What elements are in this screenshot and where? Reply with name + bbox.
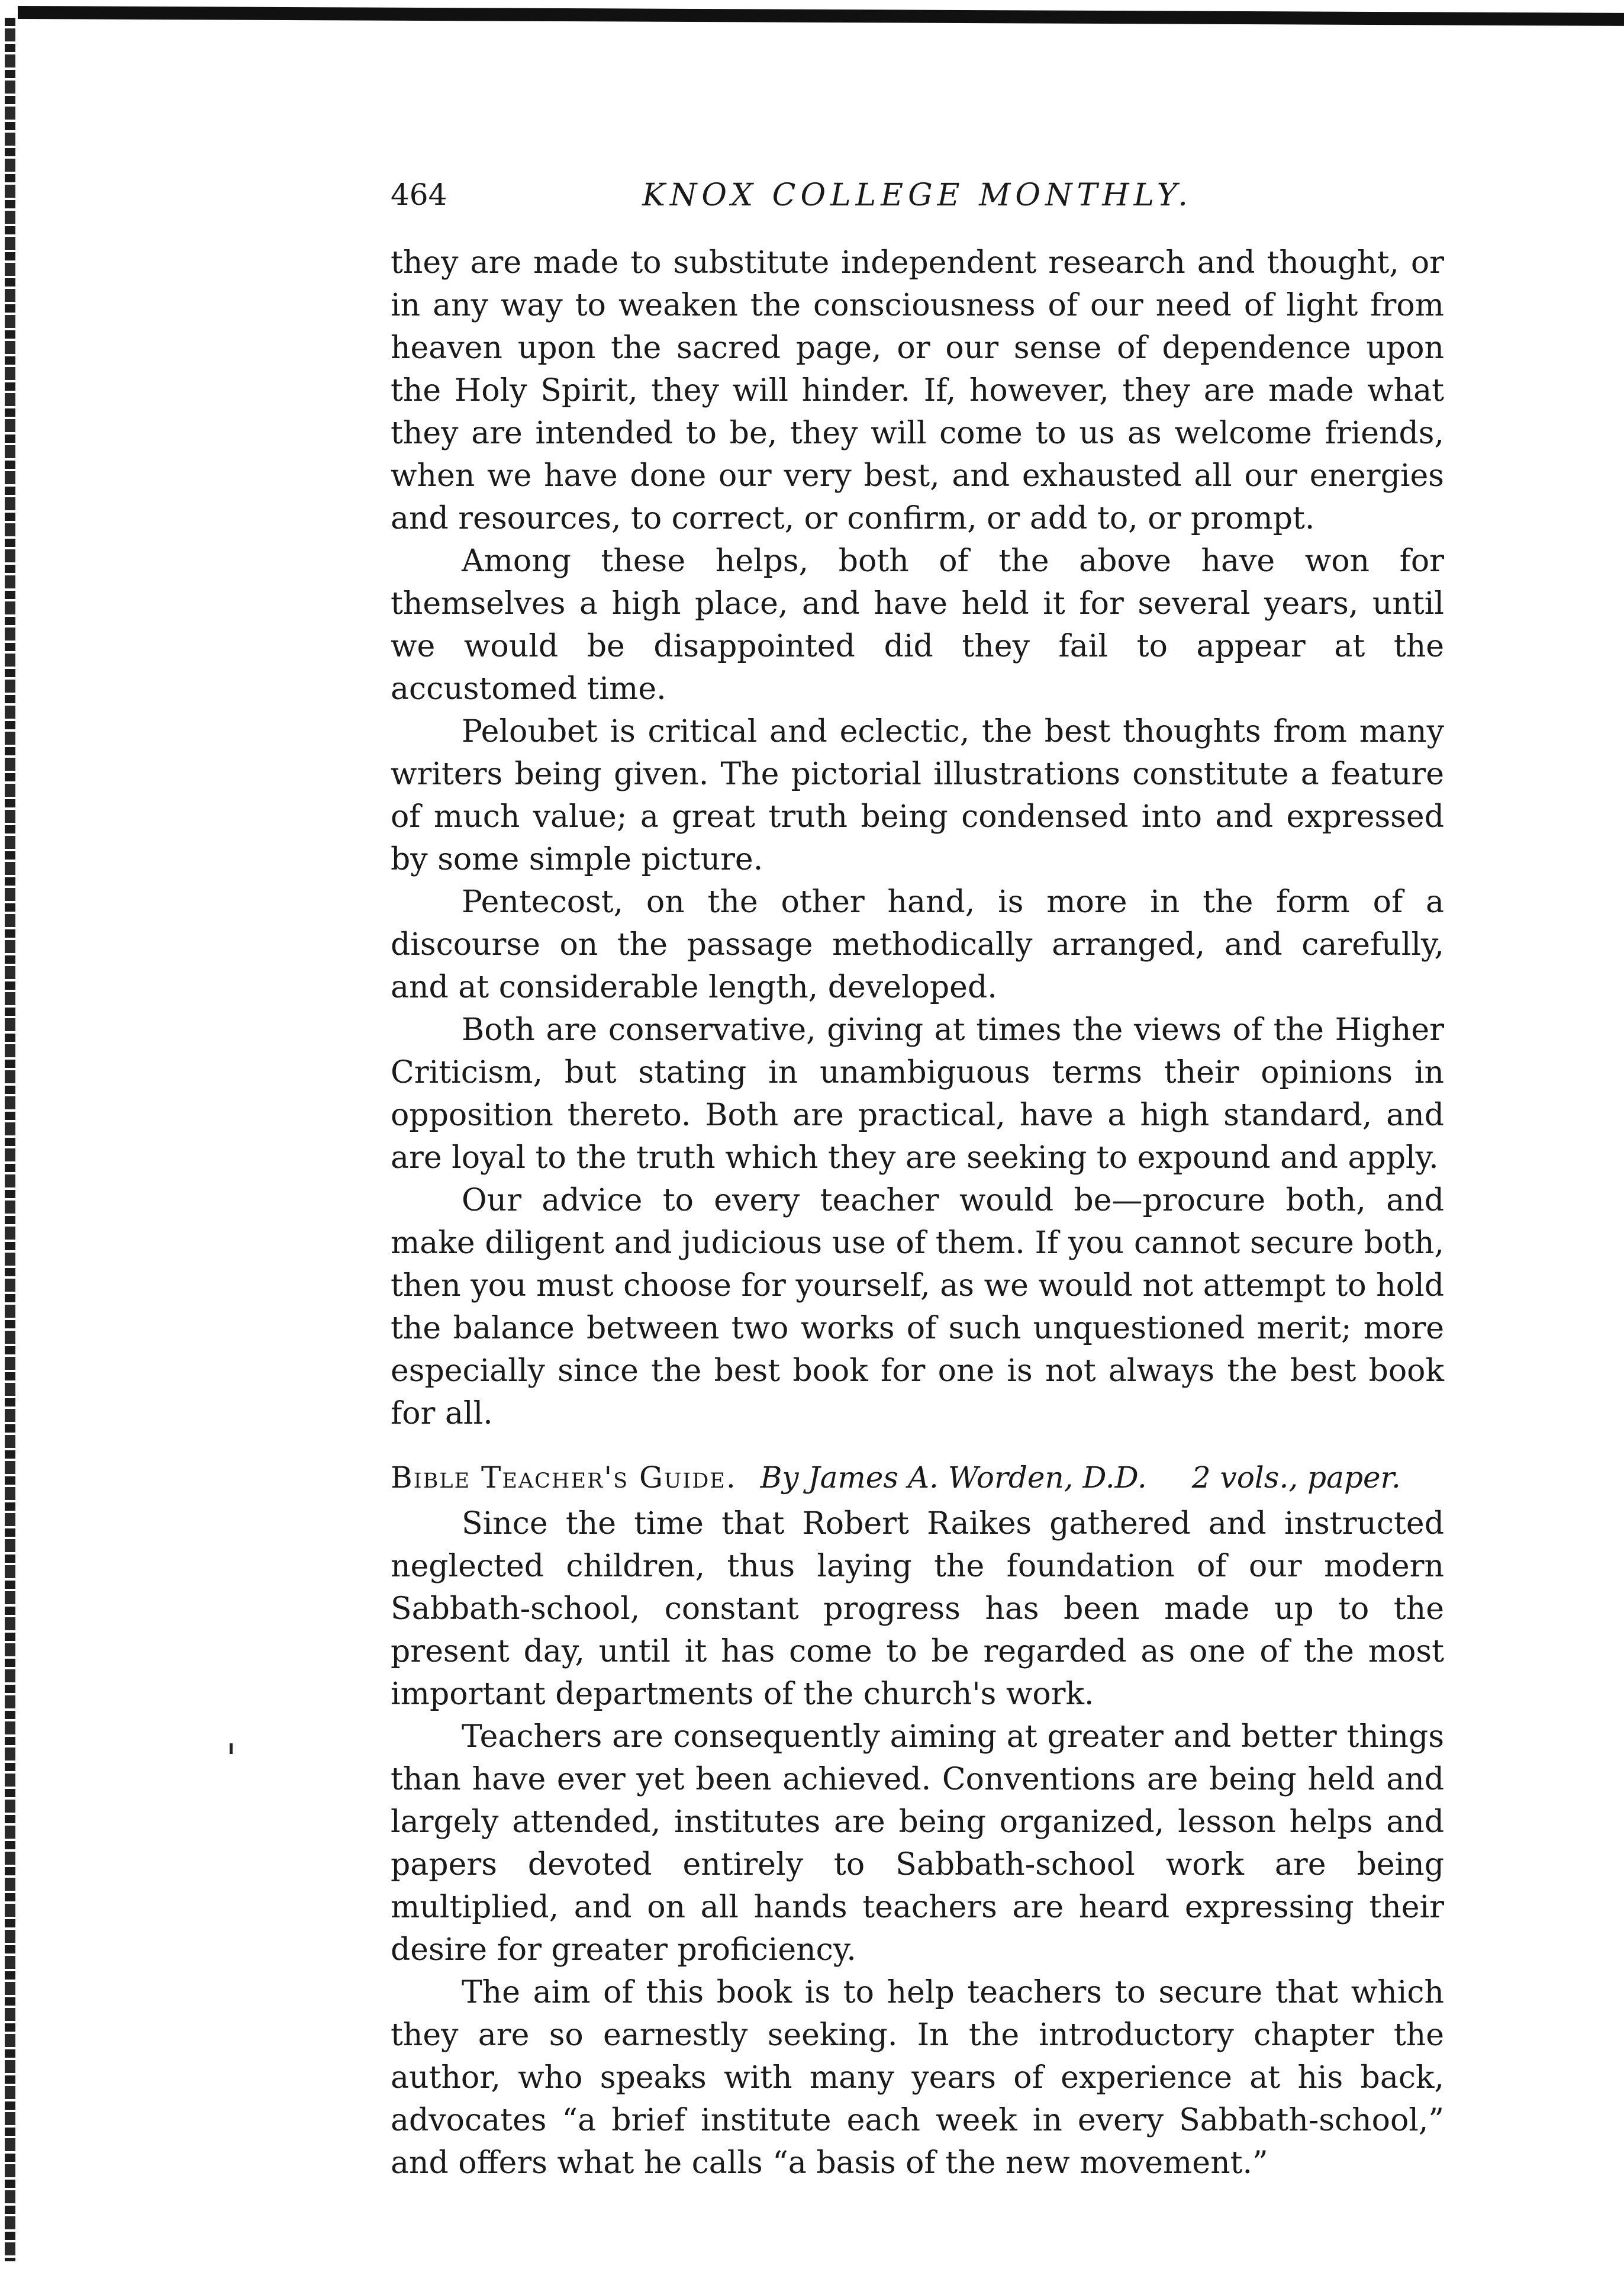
review-heading [391,1456,1444,1499]
paragraph-continued: they are made to substitute independent research and thought, or in any way to weaken the consciousness of our need of light from heaven upon the sacred page, or our sense of dependence upon the Holy Spirit, they will hinder. If, however, they are made what they are intended to be, they will come to us as welcome friends, when we have done our very best, and exhausted all our energies and resources, to correct, or confirm, or add to, or prompt. [391,245,1444,536]
print-speck [230,1743,233,1754]
review-author: By James A. Worden, D.D. [760,1460,1147,1495]
running-title: KNOX COLLEGE MONTHLY. [642,178,1193,213]
review-paragraph: Teachers are consequently aiming at greater and better things than have ever yet been achieved. Conventions are being held and largely attended, institutes are being organized, lesson helps and papers devoted entirely to Sabbath-school work are being multiplied, and on all hands teachers are heard expressing their desire for greater proficiency. [391,1719,1444,1968]
paragraph: Pentecost, on the other hand, is more in the form of a discourse on the passage methodically arranged, and carefully, and at considerable length, developed. [391,884,1444,1005]
review-title: Bible Teacher's Guide. [391,1460,737,1495]
paragraph: Both are conservative, giving at times the views of the Higher Criticism, but stating in unambiguous terms their opinions in opposition thereto. Both are practical, have a high standard, and are loyal to the truth which they are seeking to expound and apply. [391,1012,1444,1176]
paragraph: Among these helps, both of the above have won for themselves a high place, and have held it for several years, until we would be disappointed did they fail to appear at the accustomed time. [391,543,1444,707]
paragraph: Our advice to every teacher would be—procure both, and make diligent and judicious use of them. If you cannot secure both, then you must choose for yourself, as we would not attempt to hold the balance between two works of such unquestioned merit; more especially since the best book for one is not always the best book for all. [391,1183,1444,1431]
review-details: 2 vols., paper. [1191,1460,1401,1495]
paragraph: Peloubet is critical and eclectic, the best thoughts from many writers being given. The pictorial illustrations constitute a feature of much value; a great truth being condensed into and expressed by some simple picture. [391,714,1444,877]
review-paragraph: The aim of this book is to help teachers to secure that which they are so earnestly seeking. In the introductory chapter the author, who speaks with many years of experience at his back, advocates “a brief institute each week in every Sabbath-school,” and offers what he calls “a basis of the new movement.” [391,1975,1444,2181]
page-number: 464 [391,178,447,212]
page-content [391,178,1444,2184]
running-head [391,178,1444,225]
page-binding-edge [5,18,15,2261]
top-border-rule [18,6,1624,26]
review-paragraph: Since the time that Robert Raikes gathered and instructed neglected children, thus laying the foundation of our modern Sabbath-school, constant progress has been made up to the present day, until it has come to be regarded as one of the most important departments of the church's work. [391,1506,1444,1712]
